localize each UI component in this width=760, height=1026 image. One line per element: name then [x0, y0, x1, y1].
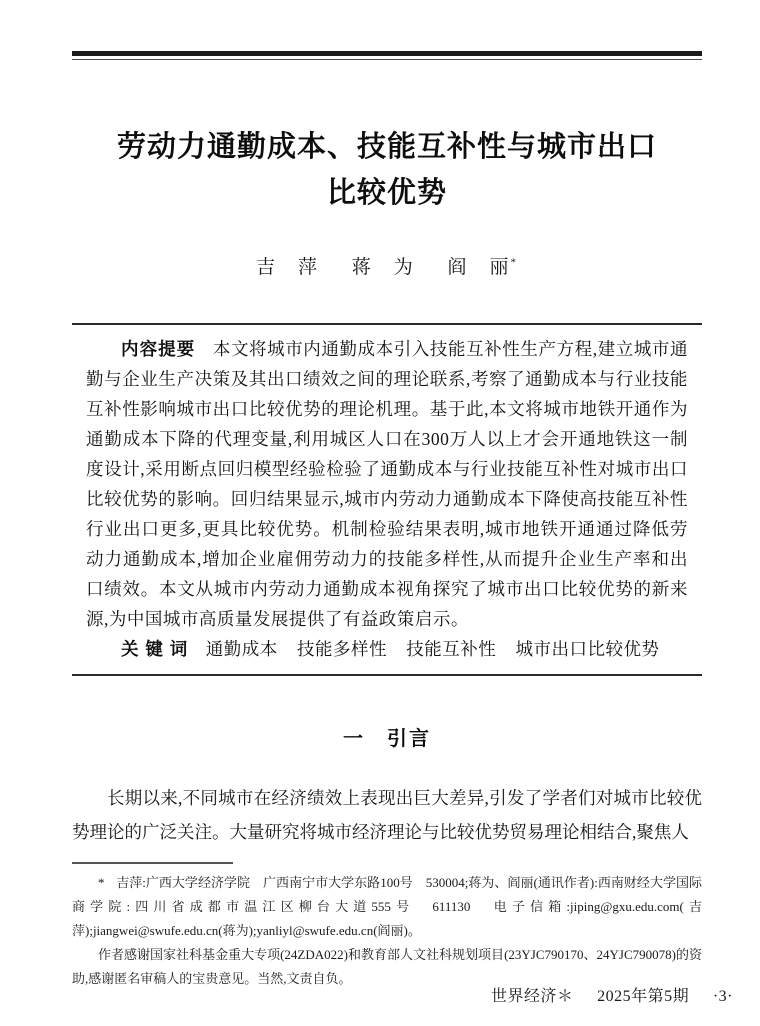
top-rule-thin — [72, 59, 702, 60]
author-name: 吉 萍 — [255, 257, 319, 278]
footnote-separator — [72, 862, 233, 864]
author-line — [72, 252, 702, 279]
section-heading-introduction: 一 引言 — [343, 728, 431, 750]
body-paragraph: 长期以来,不同城市在经济绩效上表现出巨大差异,引发了学者们对城市比较优势理论的广泛关注。大量研究将城市经济理论与比较优势贸易理论相结合,聚焦人 — [72, 788, 702, 842]
page-number: ·3· — [712, 988, 733, 1005]
footnote-affiliation-text: 吉萍:广西大学经济学院 广西南宁市大学东路100号 530004;蒋为、阎丽(通讯作者):西南财经大学国际商学院:四川省成都市温江区柳台大道555号 611130 电子信箱:jiping@gxu.edu.com(吉萍);jiangwei@swufe.edu.cn(蒋为);yanliyl@swufe.edu.cn(阎丽)。 — [72, 875, 702, 938]
top-rule-thick — [72, 51, 702, 56]
keywords-label: 关 键 词 — [121, 639, 189, 659]
journal-issue: 2025年第5期 — [597, 988, 690, 1005]
footnote-block — [72, 871, 702, 991]
keywords-line — [86, 634, 688, 664]
keyword: 技能多样性 — [296, 639, 387, 659]
article-title-line1: 劳动力通勤成本、技能互补性与城市出口 — [116, 131, 657, 163]
abstract-text: 本文将城市内通勤成本引入技能互补性生产方程,建立城市通勤与企业生产决策及其出口绩效之间的理论联系,考察了通勤成本与行业技能互补性影响城市出口比较优势的理论机理。基于此,本文将城市地铁开通作为通勤成本下降的代理变量,利用城区人口在300万人以上才会开通地铁这一制度设计,采用断点回归模型经验检验了通勤成本与行业技能互补性对城市出口比较优势的影响。回归结果显示,城市内劳动力通勤成本下降使高技能互补性行业出口更多,更具比较优势。机制检验结果表明,城市地铁开通通过降低劳动力通勤成本,增加企业雇佣劳动力的技能多样性,从而提升企业生产率和出口绩效。本文从城市内劳动力通勤成本视角探究了城市出口比较优势的新来源,为中国城市高质量发展提供了有益政策启示。 — [86, 339, 689, 629]
article-title — [72, 124, 702, 216]
footnote-affiliation — [72, 871, 702, 943]
author-name: 蒋 为 — [351, 257, 415, 278]
abstract-paragraph — [86, 334, 688, 634]
keyword: 通勤成本 — [205, 639, 278, 659]
abstract-block — [72, 323, 702, 676]
author-note-marker: * — [510, 256, 519, 269]
keyword: 技能互补性 — [406, 639, 497, 659]
footnote-marker: * — [98, 875, 105, 890]
abstract-label: 内容提要 — [121, 339, 196, 359]
keyword: 城市出口比较优势 — [515, 639, 660, 659]
footnote-acknowledgement: 作者感谢国家社科基金重大专项(24ZDA022)和教育部人文社科规划项目(23YJC790170、24YJC790078)的资助,感谢匿名审稿人的宝贵意见。当然,文责自负。 — [72, 947, 702, 986]
author-name: 阎 丽* — [447, 256, 519, 278]
article-title-line2: 比较优势 — [326, 177, 447, 209]
page-footer — [491, 983, 733, 1006]
journal-name: 世界经济＊ — [490, 988, 574, 1005]
